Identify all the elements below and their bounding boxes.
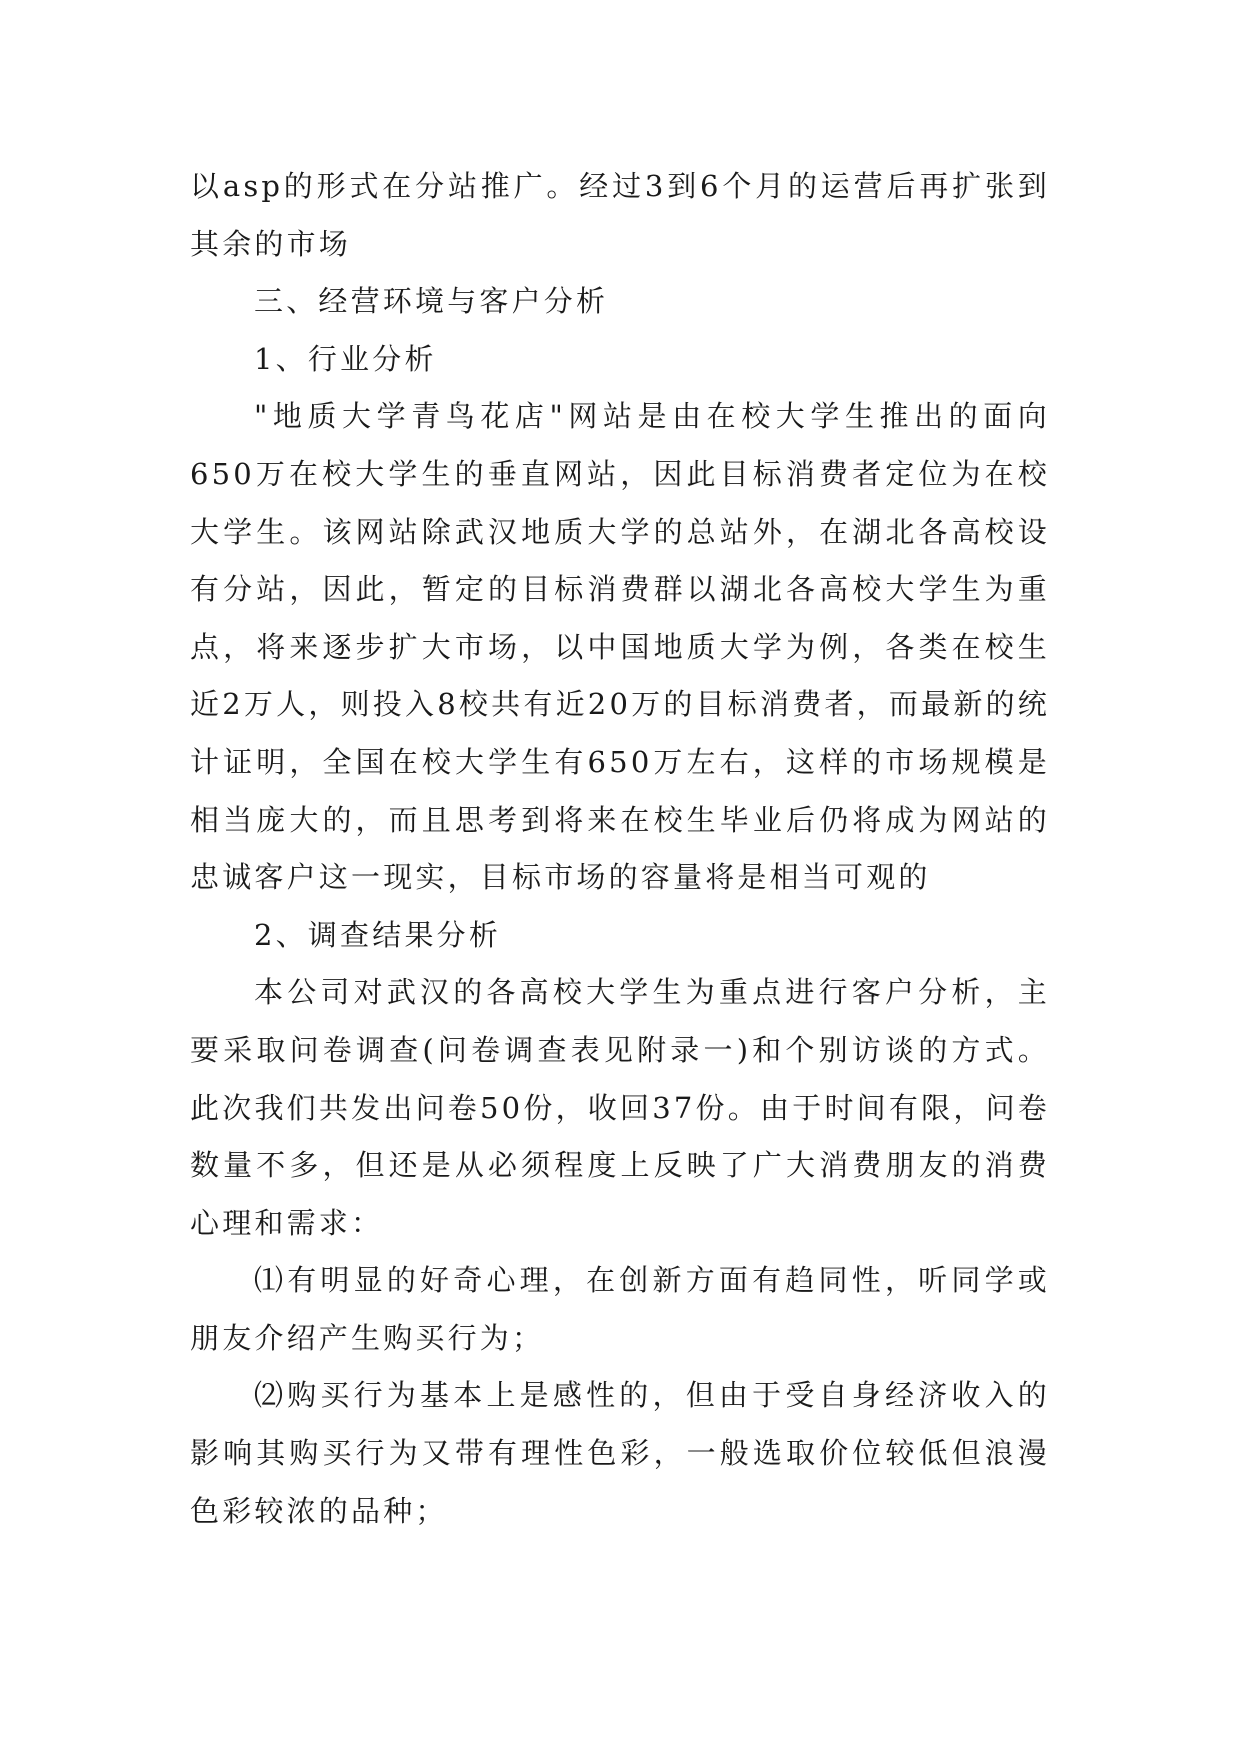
section-heading-environment-analysis: 三、经营环境与客户分析 — [254, 284, 609, 319]
paragraph-asp-promotion: 以asp的形式在分站推广。经过3到6个月的运营后再扩张到其余的市场 — [190, 169, 1050, 261]
list-item-curiosity: ⑴有明显的好奇心理，在创新方面有趋同性，听同学或朋友介绍产生购买行为； — [190, 1263, 1050, 1355]
paragraph-industry-analysis: "地质大学青鸟花店"网站是由在校大学生推出的面向650万在校大学生的垂直网站，因此目标消费者定位为在校大学生。该网站除武汉地质大学的总站外，在湖北各高校设有分站，因此，暂定的目标消费群以湖北各高校大学生为重点，将来逐步扩大市场，以中国地质大学为例，各类在校生近2万人，则投入8校共有近20万的目标消费者，而最新的统计证明，全国在校大学生有650万左右，这样的市场规模是相当庞大的，而且思考到将来在校生毕业后仍将成为网站的忠诚客户这一现实，目标市场的容量将是相当可观的 — [190, 399, 1050, 895]
document-body — [190, 158, 1050, 1540]
paragraph-survey-description: 本公司对武汉的各高校大学生为重点进行客户分析，主要采取问卷调查(问卷调查表见附录一)和个别访谈的方式。此次我们共发出问卷50份，收回37份。由于时间有限，问卷数量不多，但还是从必须程度上反映了广大消费朋友的消费心理和需求： — [190, 975, 1050, 1240]
subheading-survey-results: 2、调查结果分析 — [254, 917, 502, 952]
list-item-purchase-behavior: ⑵购买行为基本上是感性的，但由于受自身经济收入的影响其购买行为又带有理性色彩，一般选取价位较低但浪漫色彩较浓的品种； — [190, 1378, 1050, 1528]
subheading-industry-analysis: 1、行业分析 — [254, 341, 437, 376]
